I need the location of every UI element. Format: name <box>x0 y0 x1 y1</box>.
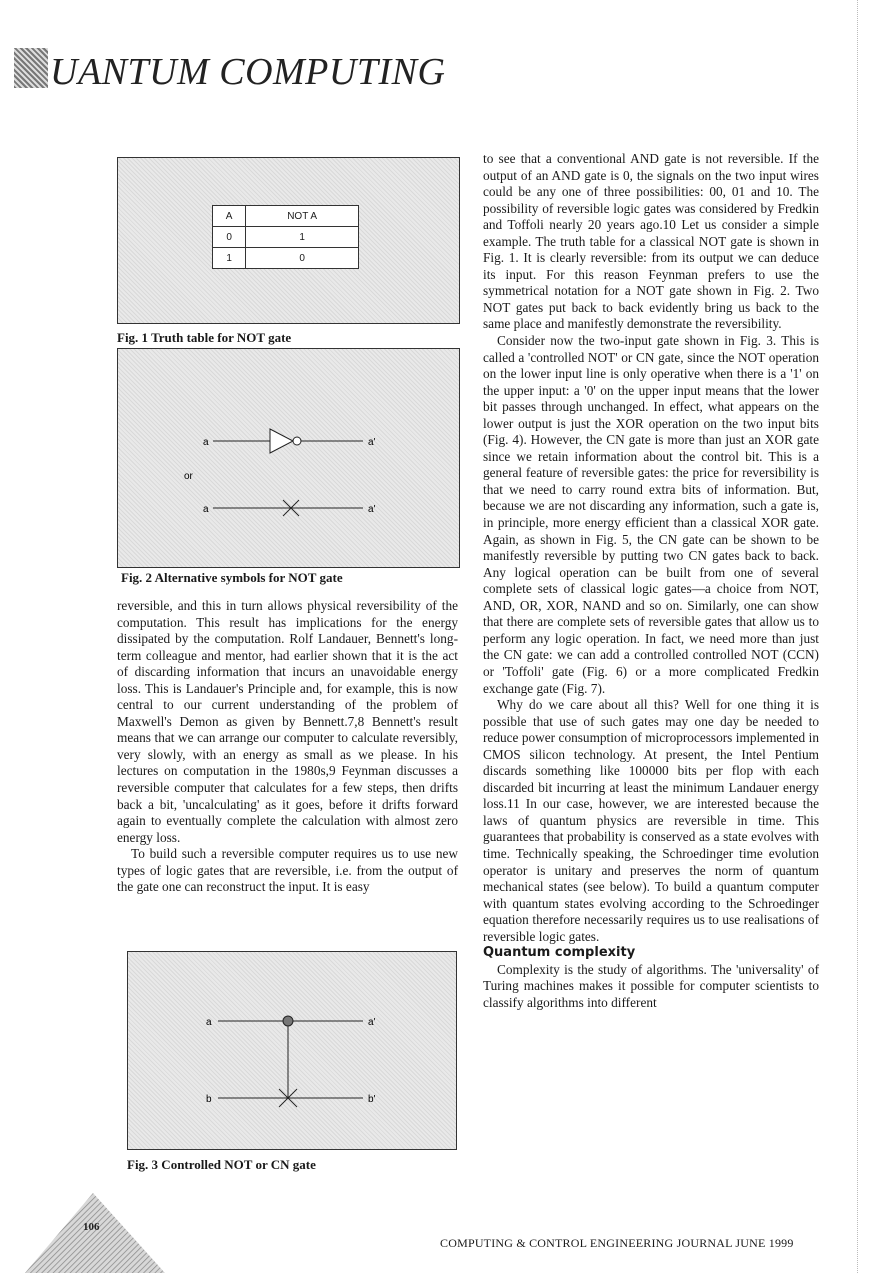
figure-1 <box>117 157 460 324</box>
truth-cell: 0 <box>213 227 246 248</box>
label-a-top: a <box>203 437 209 448</box>
truth-cell: 1 <box>246 227 359 248</box>
table-row <box>213 248 359 269</box>
not-gate-diagram <box>118 349 459 567</box>
label-b-prime: b' <box>368 1094 376 1105</box>
right-paragraph: Consider now the two-input gate shown in Fig. 3. This is called a 'controlled NOT' or CN gate, since the NOT operation on the lower input line is only operative when there is a '1' on the upper input: a '0' on the upper input means that the lower bit passes through unchanged. In effect, what appears on the lower output is just the XOR operation on the two input bits (Fig. 4). However, the CN gate is more than just an XOR gate since we retain information about the control bit. This is a general feature of reversible gates: the price for reversibility is that we need to carry round extra bits of information. But, because we are not discarding any information, such a gate is, in principle, more energy efficient than a classical XOR gate. Again, as shown in Fig. 5, the CN gate can be shown to be manifestly reversible by putting two CN gates back to back. Any logical operation can be built from one of several complete sets of classical logic gates—a choice from NOT, AND, OR, XOR, NAND and so on. Similarly, one can show that there are complete sets of reversible gates that allow us to perform any logic operation. In fact, we need more than just the CN gate: we can add a controlled controlled NOT (CCN) or 'Toffoli' gate (Fig. 6) or a more complicated Fredkin exchange gate (Fig. 7). <box>483 333 819 696</box>
header-title: UANTUM COMPUTING <box>50 51 446 93</box>
left-column <box>117 598 458 896</box>
control-dot <box>283 1016 293 1026</box>
truth-cell: 0 <box>246 248 359 269</box>
truth-table <box>212 205 359 269</box>
fig1-caption: Fig. 1 Truth table for NOT gate <box>117 330 292 345</box>
truth-header-not-a: NOT A <box>246 206 359 227</box>
truth-cell: 1 <box>213 248 246 269</box>
label-a-prime-bottom: a' <box>368 504 376 515</box>
right-paragraph: Why do we care about all this? Well for one thing it is possible that use of such gates may one day be needed to reduce power consumption of microprocessors implemented in CMOS silicon technology. At present, the Intel Pentium discards something like 100000 bits per flop with each discarded bit incurring at least the minimum Landauer energy loss.11 In our case, however, we are interested because the laws of quantum physics are reversible in time. This guarantees that probability is conserved as a state evolves with time. Technically speaking, the Schroedinger time evolution operator is unitary and preserves the norm of quantum mechanical states (see below). To build a quantum computer with quantum states evolving according to the Schroedinger equation therefore necessarily requires us to use realisations of reversible logic gates. <box>483 697 819 944</box>
not-gate-triangle <box>270 429 293 453</box>
page-corner-triangle <box>25 1193 165 1273</box>
fig3-caption: Fig. 3 Controlled NOT or CN gate <box>127 1157 316 1172</box>
label-a-prime: a' <box>368 1017 376 1028</box>
section-heading: Quantum complexity <box>483 945 636 961</box>
table-row <box>213 227 359 248</box>
page-edge-shadow <box>857 0 872 1273</box>
left-paragraph: To build such a reversible computer requires us to use new types of logic gates that are reversible, i.e. from the output of the gate one can reconstruct the input. It is easy <box>117 846 458 895</box>
cn-gate-diagram <box>128 952 456 1149</box>
header-q-logo <box>14 48 48 88</box>
page-number: 106 <box>83 1221 100 1233</box>
label-a-prime-top: a' <box>368 437 376 448</box>
fig2-caption: Fig. 2 Alternative symbols for NOT gate <box>121 570 343 585</box>
page-header <box>14 48 445 94</box>
label-a: a <box>206 1017 212 1028</box>
page-number-badge <box>25 1193 165 1273</box>
left-paragraph: reversible, and this in turn allows physical reversibility of the computation. This result has implications for the energy dissipated by the computation. Rolf Landauer, Bennett's long-term colleague and mentor, had earlier shown that it is the act of discarding information that incurs an unavoidable energy loss. This is Landauer's Principle and, for example, this is now central to our current understanding of the problem of Maxwell's Demon as given by Bennett.7,8 Bennett's result means that we can arrange our computer to calculate reversibly, very slowly, with an energy as small as we please. In his lectures on computation in the 1980s,9 Feynman discusses a reversible computer that calculates for a few steps, then drifts back a bit, 'uncalculating' as it goes, before it drifts forward again to eventually complete the calculation with almost zero energy loss. <box>117 598 458 845</box>
journal-footer: COMPUTING & CONTROL ENGINEERING JOURNAL JUNE 1999 <box>440 1236 794 1250</box>
figure-2 <box>117 348 460 568</box>
section-paragraph: Complexity is the study of algorithms. The 'universality' of Turing machines makes it possible for computer scientists to classify algorithms into different <box>483 961 819 1010</box>
label-a-bottom: a <box>203 504 209 515</box>
not-gate-bubble <box>293 437 301 445</box>
truth-header-a: A <box>213 206 246 227</box>
right-column <box>483 151 819 1011</box>
figure-3 <box>127 951 457 1150</box>
right-paragraph: to see that a conventional AND gate is not reversible. If the output of an AND gate is 0, the signals on the two input wires could be any one of three possibilities: 00, 01 and 10. The possibility of reversible logic gates was considered by Fredkin and Toffoli nearly 20 years ago.10 Let us consider a simple example. The truth table for a classical NOT gate is shown in Fig. 1. It is clearly reversible: from its output we can deduce its input. For this reason Feynman prefers to use the symmetrical notation for a NOT gate shown in Fig. 2. Two NOT gates put back to back evidently bring us back to the same place and manifestly demonstrate the reversibility. <box>483 151 819 332</box>
label-or: or <box>184 471 193 482</box>
label-b: b <box>206 1094 212 1105</box>
